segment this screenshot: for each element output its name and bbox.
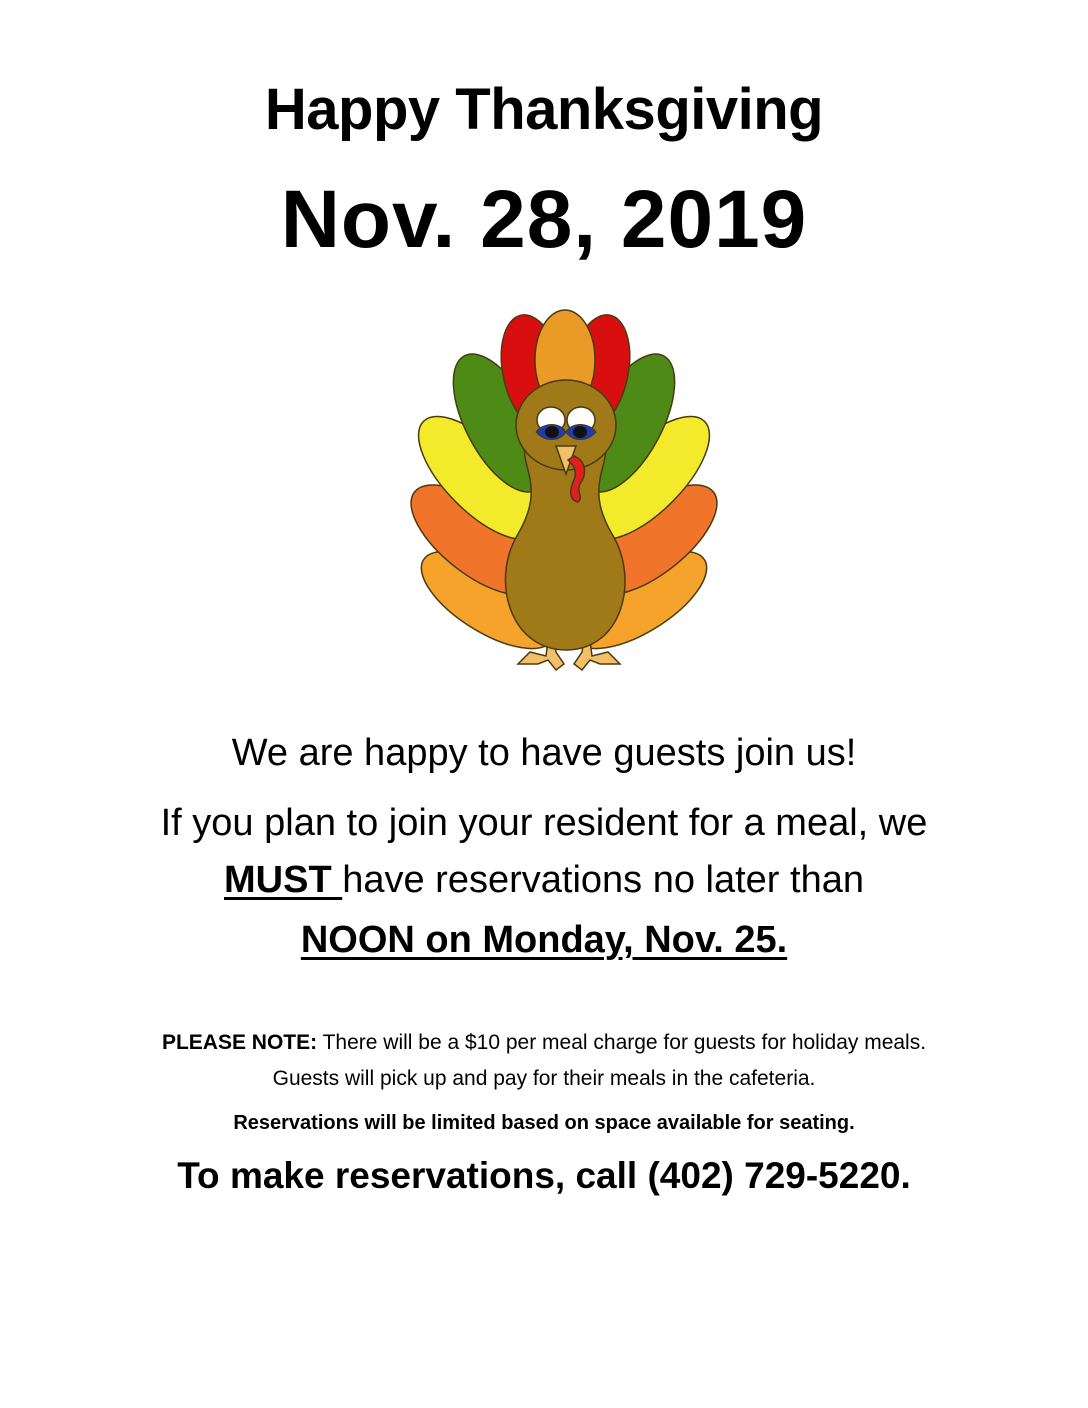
deadline-text: NOON on Monday, Nov. 25. bbox=[300, 919, 788, 961]
reservation-line-2-rest: have reservations no later than bbox=[342, 859, 864, 901]
cafeteria-note: Guests will pick up and pay for their meals in the cafeteria. bbox=[272, 1067, 816, 1090]
call-to-action: To make reservations, call (402) 729-5220. bbox=[177, 1155, 911, 1196]
flyer-title: Happy Thanksgiving bbox=[264, 77, 824, 142]
welcome-message: We are happy to have guests join us! bbox=[231, 732, 857, 774]
note-text: There will be a $10 per meal charge for guests for holiday meals. bbox=[317, 1031, 927, 1054]
event-date: Nov. 28, 2019 bbox=[280, 174, 808, 265]
reservation-line-1: If you plan to join your resident for a meal, we bbox=[160, 802, 928, 844]
charge-note bbox=[0, 1028, 1088, 1058]
deadline bbox=[0, 914, 1088, 966]
must-emphasis: MUST bbox=[224, 859, 343, 901]
reservation-line-2 bbox=[0, 855, 1088, 905]
seating-limit-note: Reservations will be limited based on space available for seating. bbox=[233, 1112, 855, 1134]
note-label: PLEASE NOTE: bbox=[161, 1031, 318, 1054]
turkey-icon bbox=[406, 305, 728, 680]
